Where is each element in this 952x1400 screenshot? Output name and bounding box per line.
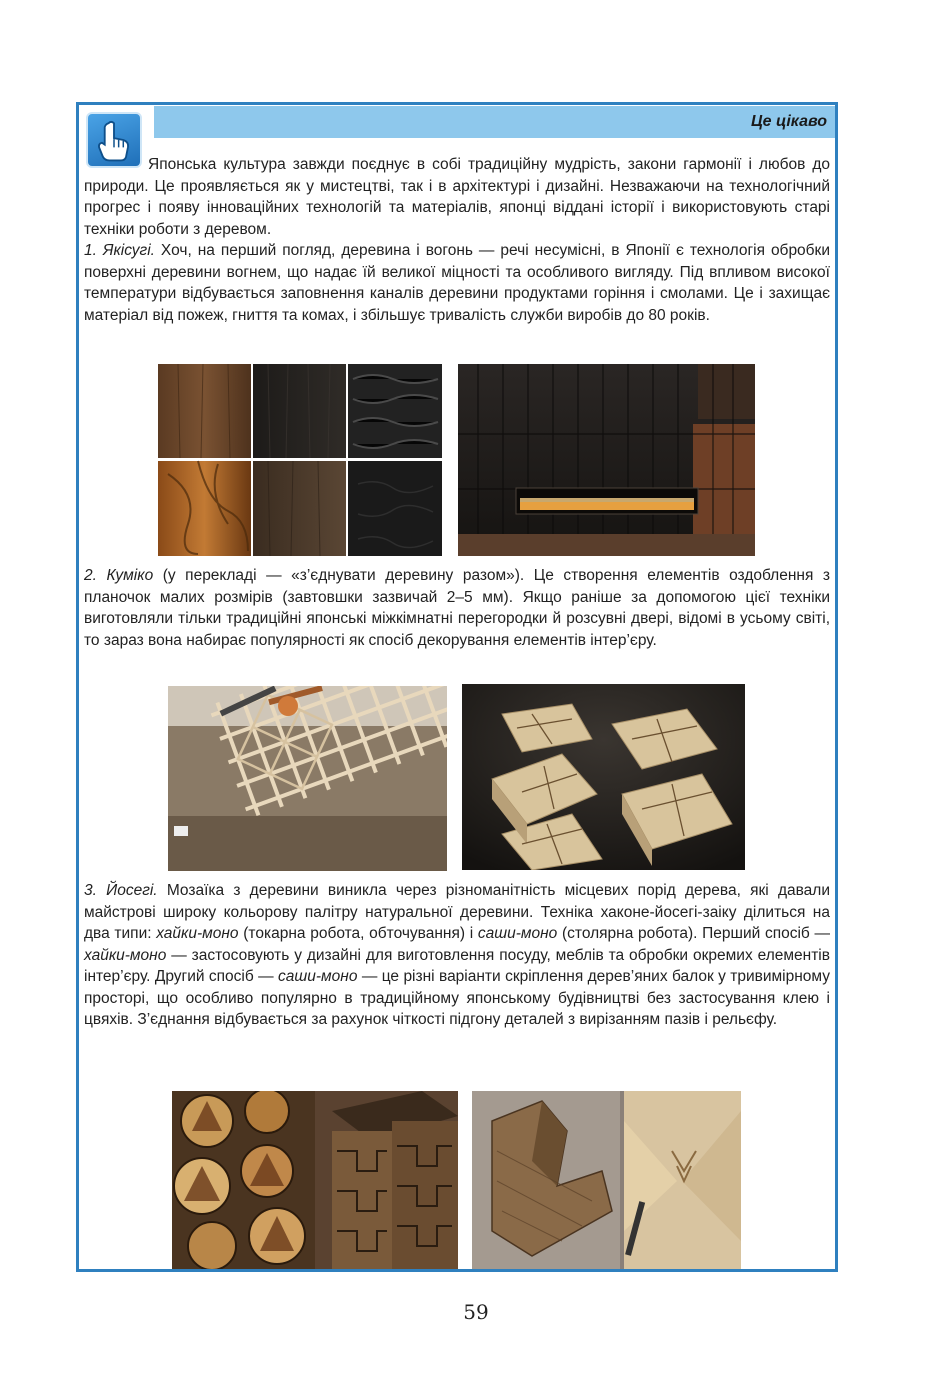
body-yosegi-4: — застосовують у дизайні для виготовлення посуду, меблів та обробки окремих елементів інтер’єру. Другий спосіб — xyxy=(84,946,830,985)
yakisugi-interior-image xyxy=(458,364,755,556)
yosegi-mosaic-image xyxy=(172,1091,458,1269)
body-yakisugi: Хоч, на перший погляд, деревина і вогонь — речі несумісні, в Японії є технологія обробки поверхні деревини вогнем, що надає їй великої міцності та особливого вигляду. Під впливом високої температури відбувається заповнення каналів деревини продуктами горіння і смолами. Це і захищає матеріал від пожеж, гниття та комах, і збільшує тривалість служби виробів до 80 років. xyxy=(84,242,830,324)
text-kumiko xyxy=(84,565,830,651)
body-yosegi-5: — це різні варіанти скріплення дерев’яних балок у тривимірному просторі, що особливо популярно в традиційному японському будівництві без застосування клею і цвяхів. З’єднання відбувається за рахунок чіткості підгону деталей з вирізанням пазів і рельєфу. xyxy=(84,968,831,1028)
term-haiki-mono-2: хайки-моно xyxy=(84,946,167,964)
body-yosegi-1: Мозаїка з деревини виникла через різноманітність місцевих порід дерева, які давали майстрові широку кольорову палітру натуральної деревини. Техніка хаконе-йосегі-заіку ділиться на два типи: xyxy=(84,882,830,942)
info-box-title: Це цікаво xyxy=(750,113,827,130)
yakisugi-samples-image xyxy=(158,364,442,556)
term-yosegi: 3. Йосегі. xyxy=(84,882,158,899)
term-sashi-mono-2: саши-моно xyxy=(278,968,358,985)
info-box-header xyxy=(154,106,835,138)
yosegi-joinery-image xyxy=(472,1091,741,1269)
term-sashi-mono-1: саши-моно xyxy=(477,925,558,942)
term-yakisugi: 1. Якісугі. xyxy=(84,242,155,259)
text-yosegi xyxy=(84,880,830,1031)
kumiko-workshop-image xyxy=(168,686,447,871)
section-kumiko xyxy=(84,565,830,651)
body-yosegi-3: (столярна робота). Перший спосіб — xyxy=(557,925,831,942)
body-yosegi-2: (токарна робота, обточування) і xyxy=(238,925,478,942)
page-number: 59 xyxy=(463,1300,489,1324)
section-yakisugi xyxy=(84,240,830,326)
text-intro-and-yakisugi xyxy=(84,154,830,326)
term-haiki-mono-1: хайки-моно xyxy=(156,925,239,942)
section-yosegi xyxy=(84,880,830,1031)
kumiko-boxes-image xyxy=(462,684,745,870)
body-kumiko: (у перекладі — «з’єднувати деревину разом»). Це створення елементів оздоблення з планочок малих розмірів (завтовшки зазвичай 2–5 мм). Якщо раніше за допомогою цієї техніки виготовляли тільки традиційні японські міжкімнатні перегородки й розсувні двері, відомі в усьому світі, то зараз вона набирає популярності як спосіб декорування елементів інтер’єру. xyxy=(84,567,830,649)
term-kumiko: 2. Куміко xyxy=(84,567,154,584)
intro-paragraph: Японська культура завжди поєднує в собі традиційну мудрість, закони гармонії і любов до природи. Це проявляється як у мистецтві, так і в архітектурі і дизайні. Незважаючи на технологічний прогрес і появу інноваційних технологій та матеріалів, японці віддані історії і використовують старі техніки роботи з деревом. xyxy=(84,156,830,238)
